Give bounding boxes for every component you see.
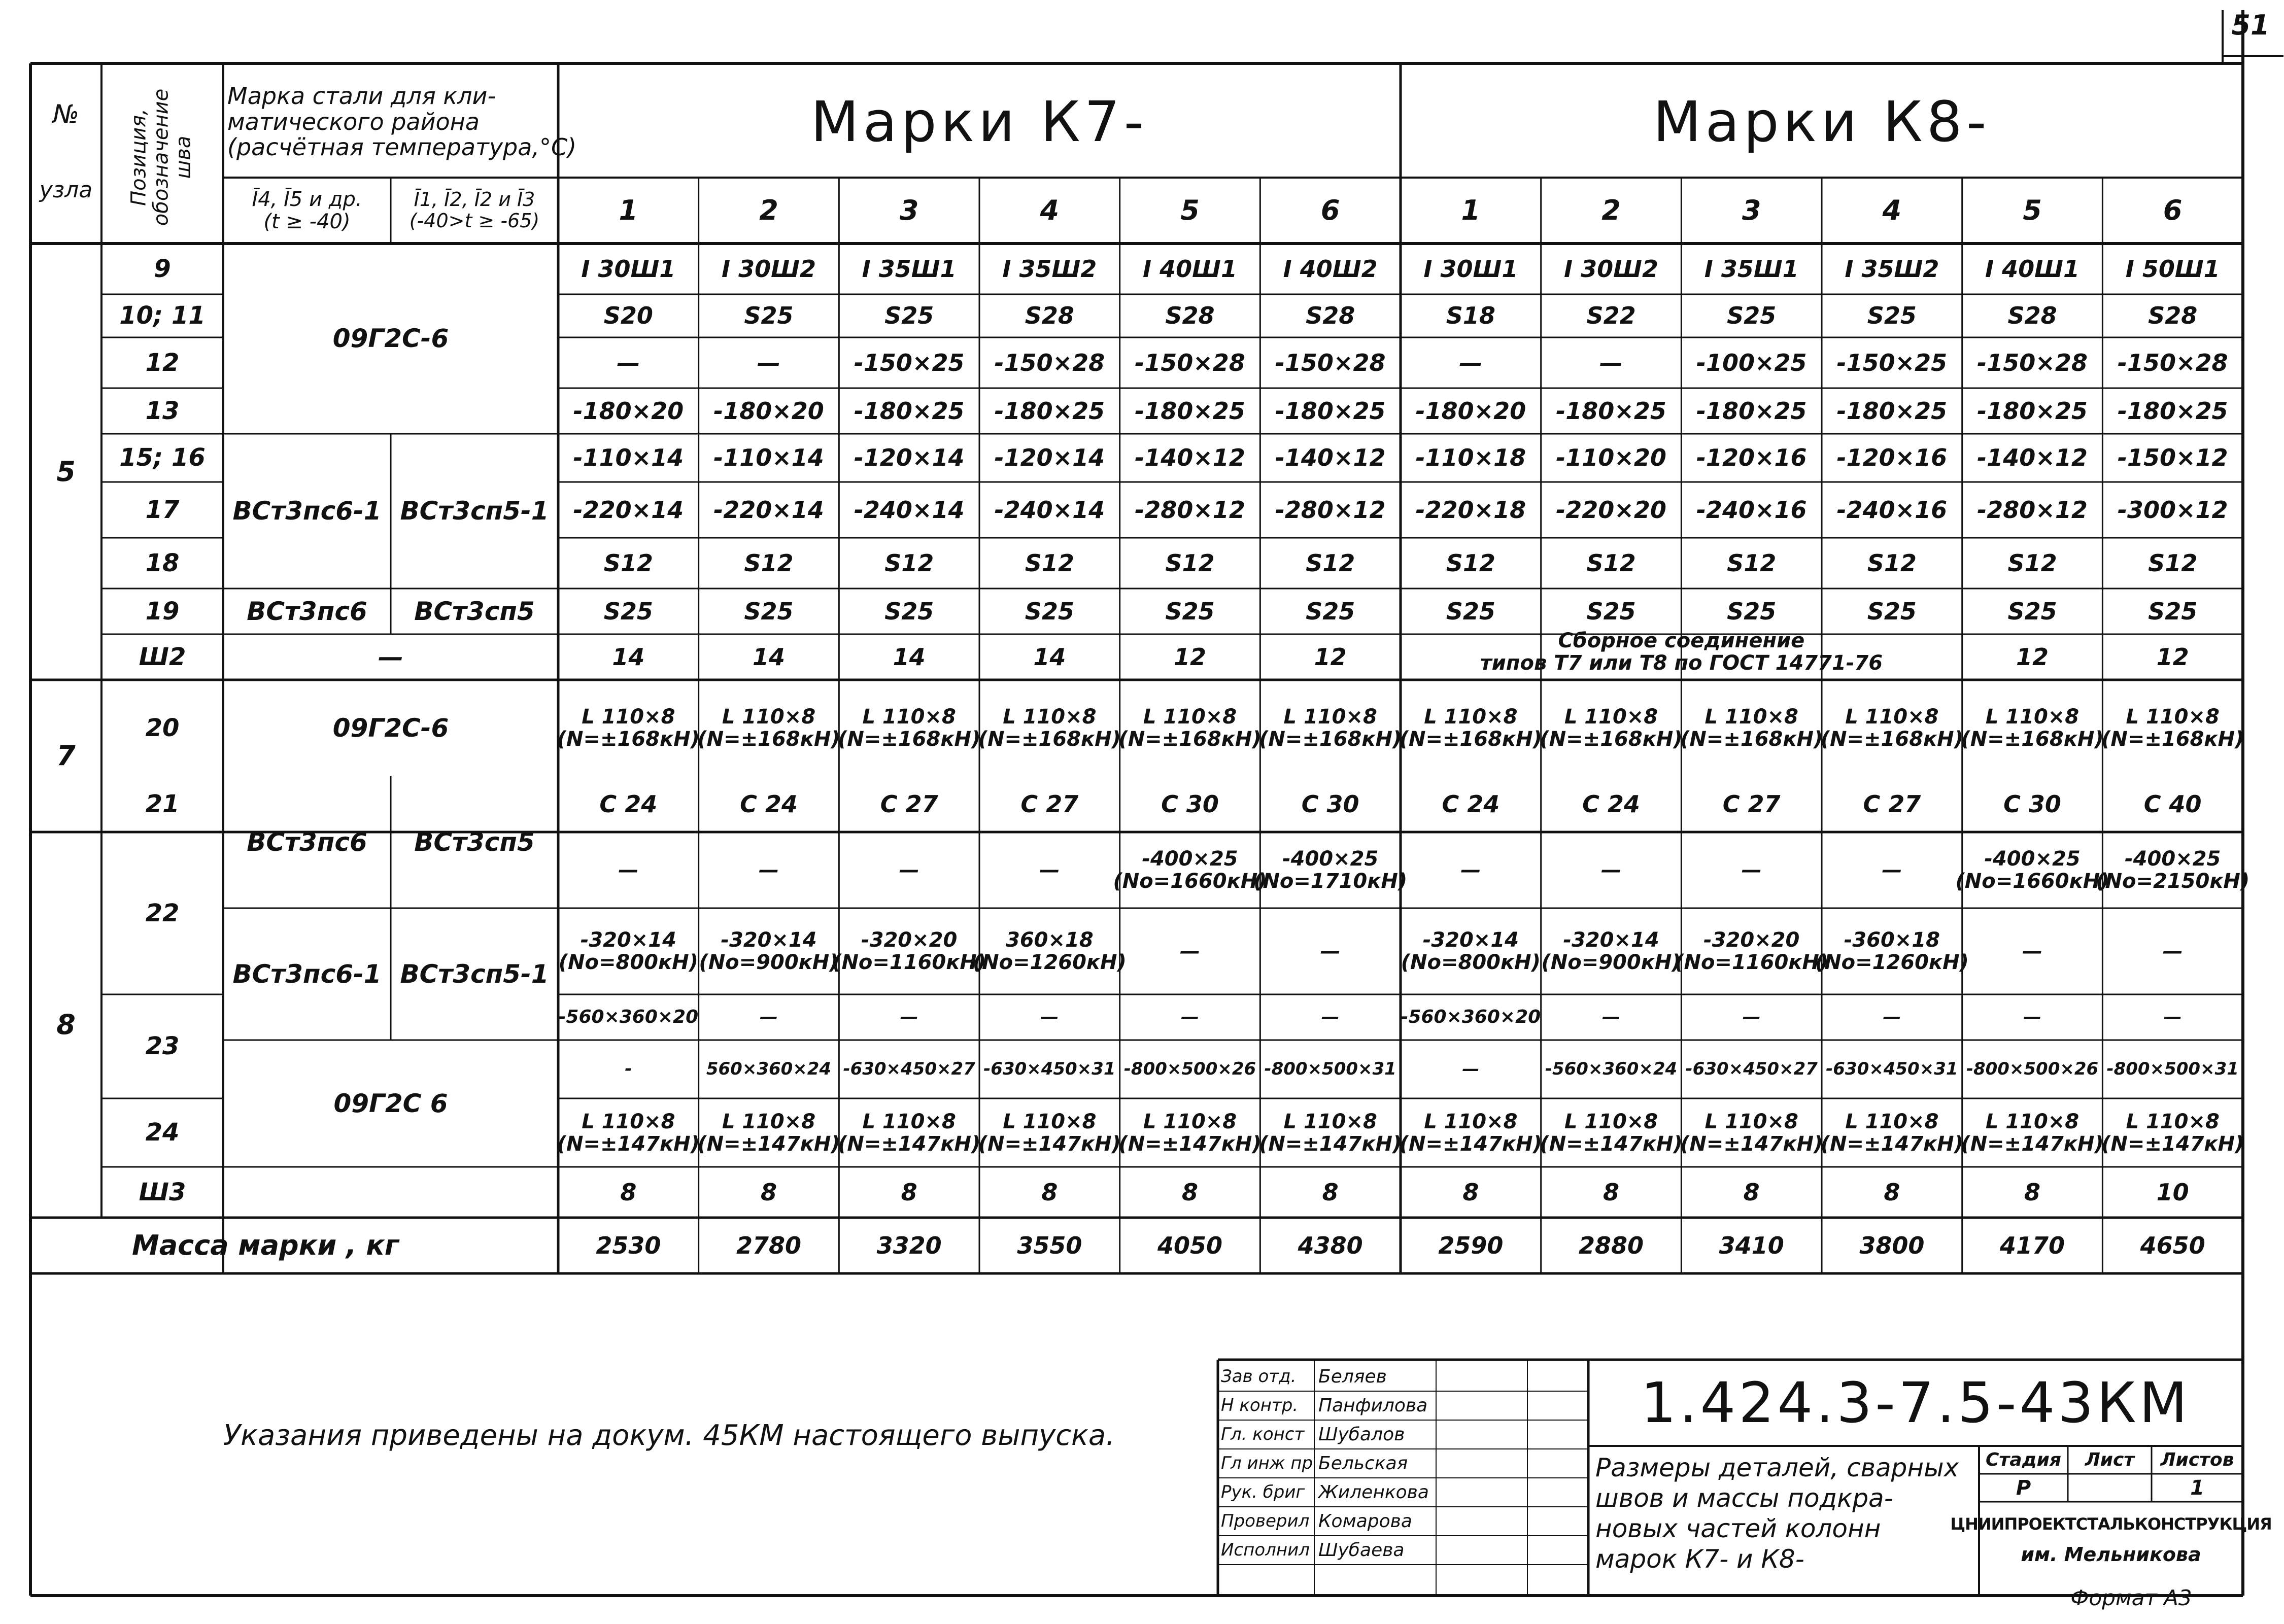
steel-grade: 09Г2С-6 [332,713,449,743]
data-cell: 12 [2156,643,2189,671]
data-cell: I 30Ш1 [581,255,676,283]
data-cell: — [1462,1058,1480,1079]
node-no-label: № [52,99,79,129]
data-cell: S25 [1306,597,1355,625]
data-cell: C 24 [599,790,658,818]
drawing-title: Размеры деталей, сварных швов и массы подкра- новых частей колонн марок К7- и К8- [1595,1453,1959,1574]
data-cell: 360×18 (Nо=1260кН) [972,928,1127,974]
organization-name: ЦНИИПРОЕКТСТАЛЬКОНСТРУКЦИЯ [1950,1514,2272,1534]
position-cell: 13 [145,396,180,425]
data-cell: -220×20 [1556,496,1666,524]
data-cell: 14 [612,643,645,671]
stamp-name: Шубаева [1318,1539,1405,1561]
mass-label: Масса марки , кг [132,1229,399,1262]
data-cell: I 30Ш2 [721,255,816,283]
data-cell: -320×14 (Nо=800кН) [558,928,698,974]
data-cell: -180×20 [713,397,824,425]
stamp-name: Беляев [1318,1366,1387,1387]
data-cell: I 30Ш2 [1564,255,1658,283]
data-cell: C 24 [740,790,798,818]
data-cell: C 27 [1722,790,1781,818]
data-cell: L 110×8 (N=±168кН) [978,705,1121,751]
position-cell: 12 [145,348,180,377]
data-cell: S28 [1306,302,1355,330]
data-cell: 8 [1462,1178,1479,1206]
data-cell: L 110×8 (N=±147кН) [1118,1110,1262,1156]
data-cell: S25 [1586,597,1636,625]
data-cell: -120×16 [1836,444,1948,472]
data-cell: — [2163,1007,2182,1028]
mass-value: 2880 [1579,1231,1644,1259]
data-cell: -240×16 [1836,496,1948,524]
data-cell: S28 [1025,302,1074,330]
data-cell: I 35Ш2 [1845,255,1939,283]
steel-grade: ВСт3сп5 [414,827,535,857]
data-cell: S20 [603,302,653,330]
position-cell: 20 [145,713,180,742]
data-cell: I 35Ш1 [1704,255,1799,283]
data-cell: -400×25 (Nо=1660кН) [1113,847,1267,893]
mass-value: 3550 [1017,1231,1082,1259]
mark-number: 4 [1040,194,1060,227]
data-cell: - [625,1058,632,1079]
mass-value: 3320 [876,1231,942,1259]
data-cell: C 27 [1020,790,1079,818]
data-cell: — [1320,940,1341,963]
data-cell: — [1741,858,1762,882]
position-cell: 24 [145,1118,180,1147]
data-cell: I 35Ш2 [1002,255,1097,283]
steel-grade: ВСт3пс6-1 [232,496,382,526]
mark-number: 2 [759,194,778,227]
format-label: Формат А3 [2070,1585,2192,1610]
steel-col1-label: Ī4, Ī5 и др. (t ≥ -40) [252,188,362,233]
data-cell: L 110×8 (N=±168кН) [1118,705,1262,751]
stamp-role: Гл инж пр [1221,1453,1313,1473]
mark-number: 3 [1742,194,1761,227]
data-cell: — [759,1007,778,1028]
data-cell: 8 [1603,1178,1620,1206]
data-cell: -180×25 [854,397,965,425]
data-cell: — [617,349,640,376]
data-cell: — [758,858,779,882]
data-cell: — [1602,1007,1621,1028]
data-cell: -150×25 [1836,349,1948,376]
data-cell: 8 [620,1178,637,1206]
data-cell: L 110×8 (N=±168кН) [1680,705,1823,751]
position-cell: 22 [145,899,180,927]
data-cell: — [1599,349,1623,376]
data-cell: -180×20 [573,397,684,425]
data-cell: L 110×8 (N=±168кН) [1820,705,1963,751]
data-cell: 14 [1033,643,1066,671]
data-cell: S12 [1306,549,1355,577]
steel-grade: ВСт3пс6 [247,596,367,626]
stamp-name: Шубалов [1318,1424,1405,1445]
group-k7-title: Марки К7- [810,89,1148,154]
data-cell: -400×25 (Nо=1710кН) [1253,847,1408,893]
data-cell: -150×28 [1977,349,2088,376]
data-cell: S12 [1446,549,1495,577]
stamp-role: Проверил [1221,1510,1310,1531]
data-cell: S25 [2148,597,2198,625]
mass-value: 2530 [596,1231,661,1259]
steel-grade: 09Г2С 6 [333,1088,448,1118]
data-cell: — [1883,1007,1901,1028]
data-cell: -240×14 [854,496,965,524]
stamp-name: Жиленкова [1318,1481,1429,1503]
mass-value: 4380 [1298,1231,1363,1259]
data-cell: -800×500×31 [2106,1058,2239,1079]
data-cell: L 110×8 (N=±168кН) [697,705,840,751]
sheet-number: 51 [2231,9,2270,42]
steel-grade: ВСт3сп5 [414,596,535,626]
data-cell: — [1601,858,1622,882]
data-cell: — [2022,940,2043,963]
data-cell: 8 [2024,1178,2041,1206]
data-cell: — [1742,1007,1761,1028]
data-cell: -180×25 [1275,397,1386,425]
data-cell: S25 [884,302,934,330]
data-cell: L 110×8 (N=±147кН) [1540,1110,1683,1156]
data-cell: -300×12 [2117,496,2228,524]
data-cell: C 24 [1442,790,1500,818]
data-cell: -360×18 (Nо=1260кН) [1815,928,1969,974]
data-cell: I 30Ш1 [1423,255,1518,283]
data-cell: — [1040,1007,1059,1028]
data-cell: L 110×8 (N=±147кН) [1820,1110,1963,1156]
data-cell: — [1460,858,1481,882]
data-cell: -220×18 [1415,496,1526,524]
position-cell: Ш2 [139,642,186,671]
data-cell: — [1321,1007,1340,1028]
data-cell: 12 [2016,643,2049,671]
organization-sub: им. Мельникова [2021,1543,2201,1566]
data-cell: S12 [1727,549,1777,577]
data-cell: -800×500×26 [1123,1058,1256,1079]
mass-value: 4170 [2000,1231,2065,1259]
mass-value: 3410 [1719,1231,1784,1259]
data-cell: — [1181,1007,1199,1028]
position-cell: 9 [154,254,171,283]
steel-grade: ВСт3пс6 [247,827,367,857]
data-cell: -150×28 [1135,349,1245,376]
data-cell: -140×12 [1135,444,1245,472]
data-cell: -320×14 (Nо=800кН) [1401,928,1541,974]
data-cell: — [1180,940,1200,963]
data-cell: L 110×8 (N=±147кН) [1680,1110,1823,1156]
data-cell: I 50Ш1 [2125,255,2220,283]
mass-value: 2590 [1438,1231,1504,1259]
data-cell: -140×12 [1977,444,2088,472]
data-cell: 8 [1041,1178,1058,1206]
data-cell: 8 [1884,1178,1900,1206]
data-cell: -120×14 [994,444,1105,472]
data-cell: — [2162,940,2183,963]
data-cell: -280×12 [1275,496,1386,524]
data-cell: S25 [744,597,794,625]
data-cell: -150×28 [2117,349,2228,376]
data-cell: L 110×8 (N=±147кН) [1259,1110,1402,1156]
data-cell: S12 [1867,549,1917,577]
data-cell: 8 [1743,1178,1760,1206]
data-cell: I 40Ш2 [1283,255,1378,283]
data-cell: -180×20 [1415,397,1526,425]
data-cell: L 110×8 (N=±168кН) [1259,705,1402,751]
data-cell: — [1459,349,1483,376]
mark-number: 6 [2163,194,2183,227]
data-cell: -120×16 [1696,444,1807,472]
data-cell: 8 [760,1178,777,1206]
node-word-label: узла [39,177,93,203]
data-cell: 8 [1322,1178,1339,1206]
data-cell: -560×360×20 [558,1007,699,1028]
data-cell: C 27 [1863,790,1921,818]
data-cell: I 40Ш1 [1985,255,2080,283]
data-cell: -320×20 (Nо=1160кН) [1675,928,1829,974]
data-cell: L 110×8 (N=±168кН) [1961,705,2104,751]
node-number: 5 [56,456,76,488]
document-code: 1.424.3-7.5-43КМ [1641,1370,2191,1435]
data-cell: -110×14 [713,444,824,472]
data-cell: -180×25 [1556,397,1666,425]
mark-number: 5 [2023,194,2042,227]
data-cell: S25 [744,302,794,330]
position-cell: 18 [145,548,180,577]
data-cell: I 40Ш1 [1143,255,1237,283]
sheets-label: Листов [2160,1449,2234,1470]
data-cell: -630×450×31 [983,1058,1116,1079]
stamp-role: Зав отд. [1221,1366,1297,1387]
position-cell: 23 [145,1032,180,1061]
data-cell: L 110×8 (N=±168кН) [1540,705,1683,751]
data-cell: -630×450×27 [843,1058,975,1079]
position-cell: Ш3 [139,1178,186,1206]
data-cell: -180×25 [1836,397,1948,425]
data-cell: -630×450×31 [1826,1058,1958,1079]
data-cell: -150×12 [2117,444,2228,472]
data-cell: 14 [893,643,926,671]
data-cell: S28 [2148,302,2198,330]
mass-value: 4650 [2140,1231,2205,1259]
mark-number: 5 [1180,194,1200,227]
data-cell: -150×25 [854,349,965,376]
data-cell: -320×20 (Nо=1160кН) [832,928,986,974]
mark-number: 1 [619,194,638,227]
data-cell: I 35Ш1 [862,255,957,283]
stamp-name: Панфилова [1318,1395,1428,1416]
data-cell: -560×360×24 [1545,1058,1678,1079]
position-cell: 19 [145,597,180,626]
data-cell: L 110×8 (N=±147кН) [1961,1110,2104,1156]
data-cell: -150×28 [1275,349,1386,376]
data-cell: S12 [1586,549,1636,577]
stamp-role: Гл. конст [1221,1424,1305,1444]
position-cell: 17 [145,495,180,524]
data-cell: 8 [1181,1178,1198,1206]
steel-col2-label: Ī1, Ī2, Ī2 и Ī3 (-40>t ≥ -65) [409,188,540,232]
position-label: Позиция, обозначение шва [127,88,195,226]
data-cell: S25 [1446,597,1495,625]
data-cell: -220×14 [573,496,684,524]
data-cell: -240×14 [994,496,1105,524]
data-cell: — [1039,858,1060,882]
data-cell: -180×25 [1977,397,2088,425]
data-cell: -110×14 [573,444,684,472]
sheets-value: 1 [2190,1476,2204,1500]
data-cell: -120×14 [854,444,965,472]
mark-number: 6 [1320,194,1340,227]
mark-number: 3 [899,194,919,227]
data-cell: S12 [2148,549,2198,577]
data-cell: S25 [1165,597,1215,625]
data-cell: S25 [1727,597,1777,625]
data-cell: — [1882,858,1902,882]
data-cell: -800×500×31 [1264,1058,1396,1079]
note-text: Указания приведены на докум. 45КМ настоящего выпуска. [223,1419,1115,1453]
data-cell: S12 [2007,549,2057,577]
data-cell: S25 [884,597,934,625]
data-cell: -560×360×20 [1401,1007,1541,1028]
stamp-name: Бельская [1318,1453,1408,1474]
data-cell: C 40 [2143,790,2202,818]
data-cell: -320×14 (Nо=900кН) [699,928,839,974]
data-cell: L 110×8 (N=±168кН) [1399,705,1542,751]
data-cell: S28 [1165,302,1215,330]
data-cell: S25 [1727,302,1777,330]
data-cell: L 110×8 (N=±147кН) [1399,1110,1542,1156]
data-cell: S25 [2007,597,2057,625]
stamp-name: Комарова [1318,1510,1412,1532]
data-cell: L 110×8 (N=±147кН) [978,1110,1121,1156]
position-cell: 15; 16 [119,443,206,472]
data-cell: S22 [1586,302,1636,330]
data-cell: S12 [884,549,934,577]
data-cell: C 27 [880,790,938,818]
steel-grade: ВСт3пс6-1 [232,959,382,989]
data-cell: 12 [1314,643,1347,671]
node-number: 7 [56,740,76,772]
data-cell: C 24 [1582,790,1640,818]
data-cell: S28 [2007,302,2057,330]
data-cell: -800×500×26 [1966,1058,2099,1079]
data-cell: -110×20 [1556,444,1666,472]
stamp-role: Рук. бриг [1221,1481,1305,1502]
data-cell: C 30 [1301,790,1359,818]
steel-grade: 09Г2С-6 [332,324,449,353]
mark-number: 2 [1601,194,1621,227]
data-cell: -280×12 [1977,496,2088,524]
mass-value: 4050 [1157,1231,1223,1259]
data-cell: S18 [1446,302,1495,330]
data-cell: — [900,1007,918,1028]
stage-label: Стадия [1986,1449,2061,1470]
data-cell: S12 [1025,549,1074,577]
steel-title: Марка стали для кли- матического района (расчётная температура,°C) [227,82,577,161]
steel-grade: ВСт3сп5-1 [400,959,549,989]
data-cell: -400×25 (Nо=1660кН) [1955,847,2109,893]
data-cell: -110×18 [1415,444,1526,472]
steel-grade: — [378,642,403,672]
data-cell: — [618,858,639,882]
data-cell: -220×14 [713,496,824,524]
data-cell: C 30 [1161,790,1219,818]
data-cell: L 110×8 (N=±168кН) [838,705,981,751]
data-cell: L 110×8 (N=±147кН) [838,1110,981,1156]
data-cell: L 110×8 (N=±147кН) [697,1110,840,1156]
data-cell: L 110×8 (N=±147кН) [2101,1110,2244,1156]
position-cell: 10; 11 [119,301,206,330]
stage-value: Р [2016,1476,2031,1500]
data-cell: S25 [1025,597,1074,625]
mark-number: 4 [1882,194,1902,227]
data-cell: — [757,349,780,376]
sheet-label: Лист [2085,1449,2135,1470]
data-cell: L 110×8 (N=±168кН) [557,705,700,751]
data-cell: S25 [1867,597,1917,625]
steel-grade: ВСт3сп5-1 [400,496,549,526]
data-cell: -100×25 [1696,349,1807,376]
data-cell: -180×25 [1135,397,1245,425]
data-cell: 10 [2156,1178,2189,1206]
data-cell: -150×28 [994,349,1105,376]
data-cell: -320×14 (Nо=900кН) [1541,928,1681,974]
mass-value: 2780 [736,1231,801,1259]
data-cell: -280×12 [1135,496,1245,524]
data-cell: -400×25 (Nо=2150кН) [2096,847,2250,893]
node-number: 8 [56,1009,76,1041]
data-cell: L 110×8 (N=±147кН) [557,1110,700,1156]
data-cell: S12 [744,549,794,577]
data-cell: -180×25 [2117,397,2228,425]
data-cell: 12 [1173,643,1206,671]
data-cell: -180×25 [1696,397,1807,425]
data-cell: 560×360×24 [706,1058,832,1079]
data-cell: 8 [901,1178,917,1206]
data-cell: -140×12 [1275,444,1386,472]
data-cell: — [2023,1007,2042,1028]
data-cell: 14 [752,643,785,671]
stamp-role: Исполнил [1221,1539,1310,1560]
data-cell: -240×16 [1696,496,1807,524]
data-cell: S12 [603,549,653,577]
data-cell: -180×25 [994,397,1105,425]
data-cell: — [899,858,919,882]
data-cell: S25 [603,597,653,625]
data-cell: L 110×8 (N=±168кН) [2101,705,2244,751]
data-cell: S12 [1165,549,1215,577]
position-cell: 21 [145,789,180,818]
mass-value: 3800 [1859,1231,1925,1259]
weld-note: Сборное соединение типов Т7 или Т8 по ГОСТ 14771-76 [1480,629,1883,675]
mark-number: 1 [1461,194,1481,227]
data-cell: -630×450×27 [1685,1058,1818,1079]
group-k8-title: Марки К8- [1653,89,1991,154]
stamp-role: Н контр. [1221,1395,1299,1415]
data-cell: S25 [1867,302,1917,330]
data-cell: C 30 [2003,790,2061,818]
